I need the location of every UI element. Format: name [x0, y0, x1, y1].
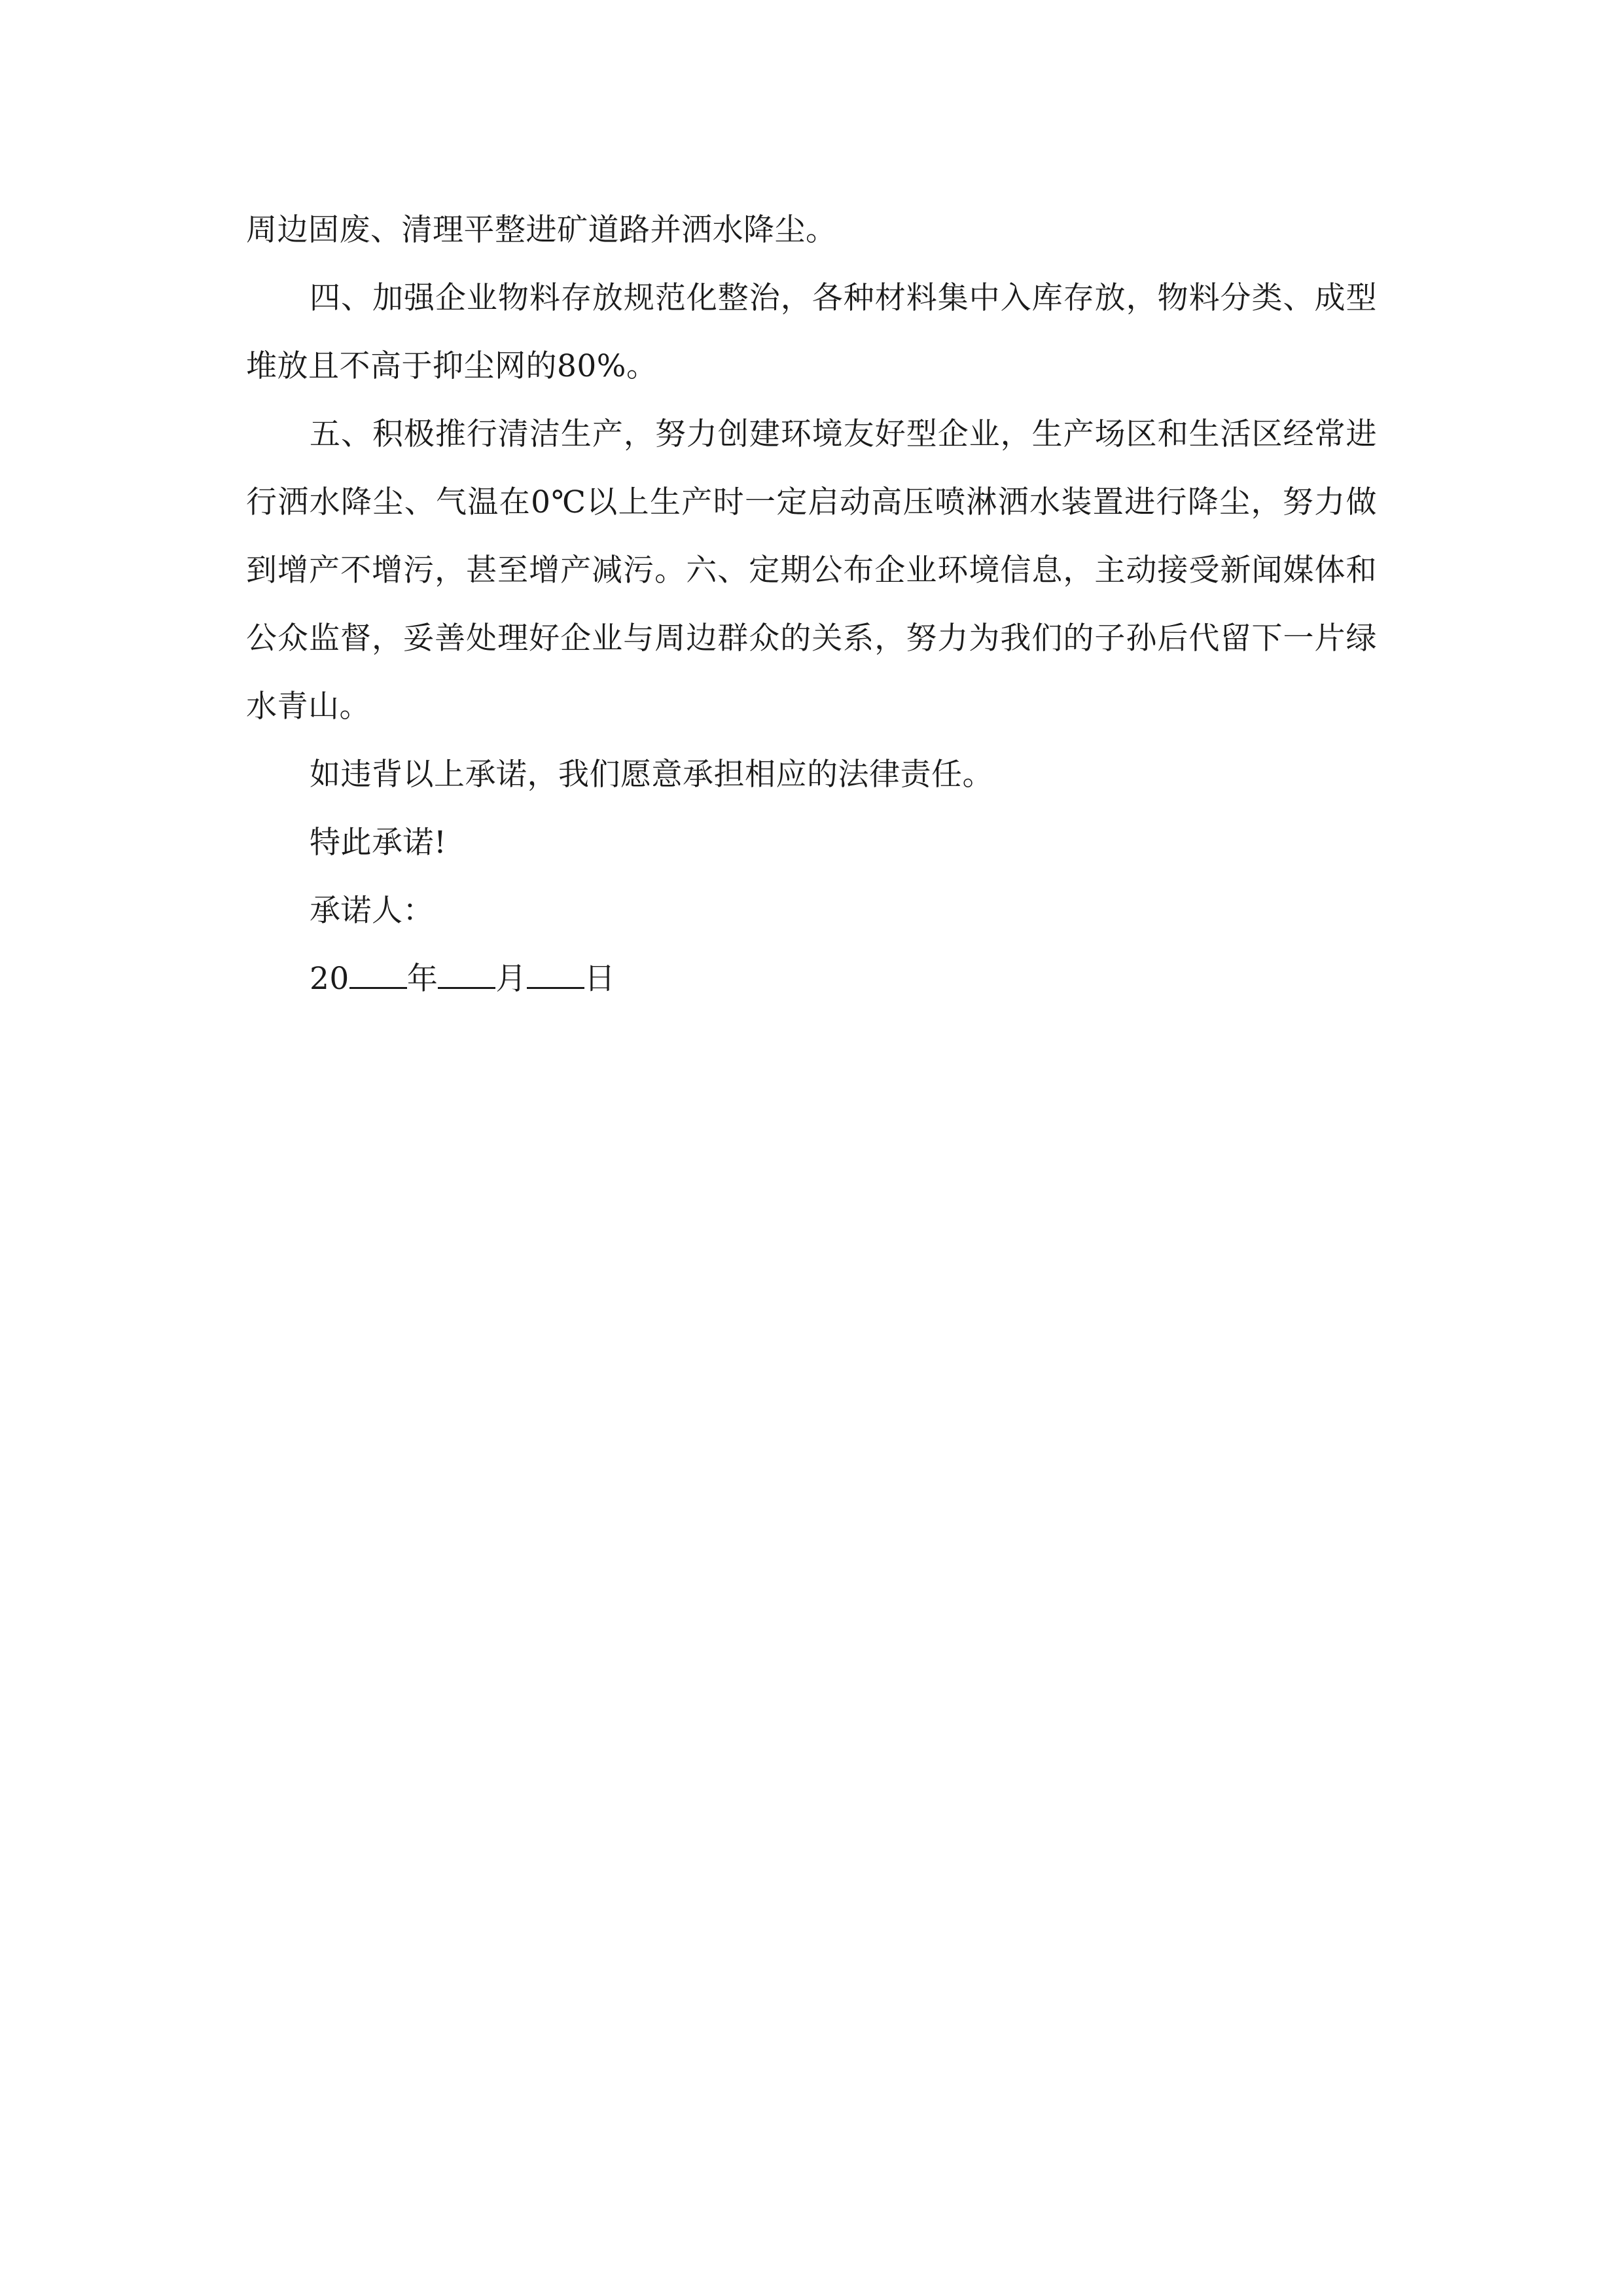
year-blank: [349, 961, 407, 989]
paragraph-liability: 如违背以上承诺，我们愿意承担相应的法律责任。: [310, 757, 993, 793]
paragraph-item-four: 四、加强企业物料存放规范化整治，各种材料集中入库存放，物料分类、成型堆放且不高于抑尘网的80%。: [246, 280, 1377, 384]
promisor-label: 承诺人：: [310, 893, 434, 929]
date-day-label: 日: [584, 961, 616, 997]
date-prefix: 20: [310, 961, 349, 997]
day-blank: [527, 961, 584, 989]
date-month-label: 月: [495, 961, 527, 997]
document-body: [246, 196, 1377, 1013]
date-year-label: 年: [406, 961, 438, 997]
month-blank: [438, 961, 495, 989]
paragraph-continuation: 周边固废、清理平整进矿道路并洒水降尘。: [246, 212, 837, 248]
date-line: [246, 945, 1377, 1013]
paragraph-item-five-six: 五、积极推行清洁生产，努力创建环境友好型企业，生产场区和生活区经常进行洒水降尘、气温在0℃以上生产时一定启动高压喷淋洒水装置进行降尘，努力做到增产不增污，甚至增产减污。六、定期公布企业环境信息，主动接受新闻媒体和公众监督，妥善处理好企业与周边群众的关系，努力为我们的子孙后代留下一片绿水青山。: [246, 416, 1377, 725]
paragraph-closing: 特此承诺!: [310, 825, 447, 861]
